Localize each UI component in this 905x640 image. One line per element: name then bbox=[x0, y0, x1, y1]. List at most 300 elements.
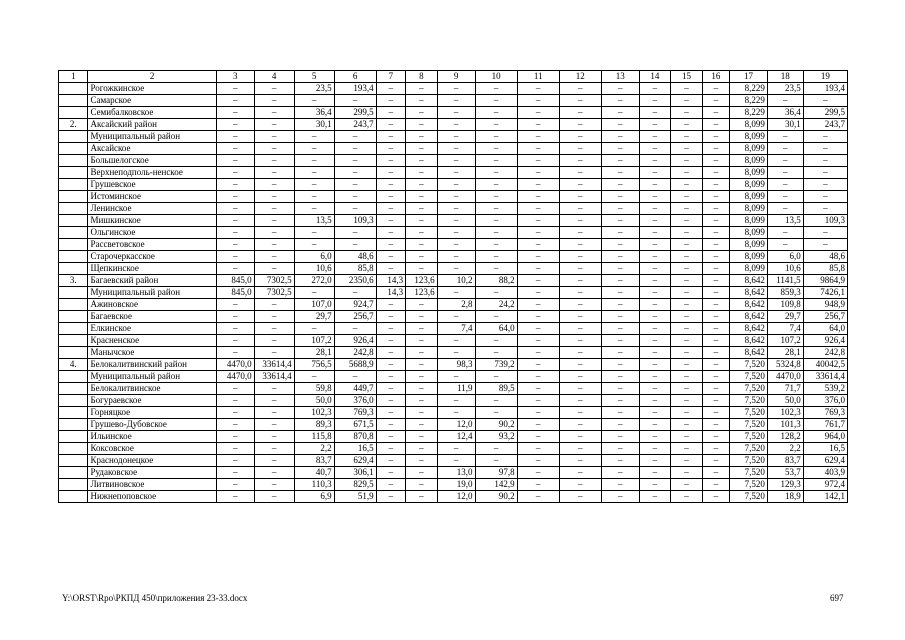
value-cell: – bbox=[475, 239, 517, 251]
value-cell: – bbox=[559, 131, 601, 143]
value-cell: – bbox=[334, 227, 376, 239]
value-cell: – bbox=[601, 95, 639, 107]
value-cell: – bbox=[475, 407, 517, 419]
value-cell: 142,9 bbox=[475, 479, 517, 491]
value-cell: – bbox=[767, 143, 803, 155]
value-cell: – bbox=[376, 311, 405, 323]
value-cell: – bbox=[517, 263, 559, 275]
value-cell: – bbox=[254, 407, 294, 419]
value-cell: – bbox=[702, 299, 729, 311]
municipality-name-cell: Ильинское bbox=[88, 431, 216, 443]
value-cell: – bbox=[601, 299, 639, 311]
value-cell: – bbox=[437, 215, 475, 227]
value-cell: – bbox=[406, 167, 438, 179]
municipality-name-cell: Щепкинское bbox=[88, 263, 216, 275]
value-cell: 972,4 bbox=[803, 479, 847, 491]
value-cell: – bbox=[671, 455, 703, 467]
value-cell: – bbox=[437, 455, 475, 467]
value-cell: – bbox=[216, 347, 254, 359]
value-cell: – bbox=[601, 359, 639, 371]
header-cell: 3 bbox=[216, 71, 254, 83]
value-cell: – bbox=[559, 203, 601, 215]
value-cell: 4470,0 bbox=[216, 371, 254, 383]
value-cell: – bbox=[671, 179, 703, 191]
value-cell: – bbox=[671, 395, 703, 407]
value-cell: – bbox=[559, 95, 601, 107]
value-cell: 8,099 bbox=[730, 227, 768, 239]
header-cell: 14 bbox=[639, 71, 671, 83]
row-number-cell bbox=[59, 491, 88, 503]
value-cell: – bbox=[601, 455, 639, 467]
value-cell: – bbox=[671, 491, 703, 503]
value-cell: 829,5 bbox=[334, 479, 376, 491]
value-cell: 142,1 bbox=[803, 491, 847, 503]
table-row bbox=[59, 467, 848, 479]
value-cell: – bbox=[517, 491, 559, 503]
table-row bbox=[59, 227, 848, 239]
value-cell: – bbox=[702, 311, 729, 323]
table-row bbox=[59, 287, 848, 299]
value-cell: – bbox=[254, 131, 294, 143]
municipality-name-cell: Верхнеподполь-ненское bbox=[88, 167, 216, 179]
value-cell: – bbox=[671, 419, 703, 431]
value-cell: – bbox=[639, 407, 671, 419]
table-row bbox=[59, 311, 848, 323]
value-cell: – bbox=[517, 347, 559, 359]
value-cell: 924,7 bbox=[334, 299, 376, 311]
value-cell: – bbox=[803, 239, 847, 251]
value-cell: – bbox=[475, 131, 517, 143]
municipality-name-cell: Багаевский район bbox=[88, 275, 216, 287]
value-cell: – bbox=[406, 131, 438, 143]
row-number-cell bbox=[59, 407, 88, 419]
value-cell: – bbox=[702, 143, 729, 155]
value-cell: 926,4 bbox=[334, 335, 376, 347]
value-cell: – bbox=[671, 155, 703, 167]
value-cell: – bbox=[517, 251, 559, 263]
value-cell: 11,9 bbox=[437, 383, 475, 395]
value-cell: – bbox=[517, 179, 559, 191]
value-cell: – bbox=[601, 179, 639, 191]
value-cell: – bbox=[376, 251, 405, 263]
value-cell: – bbox=[559, 119, 601, 131]
value-cell: – bbox=[639, 239, 671, 251]
value-cell: – bbox=[216, 335, 254, 347]
value-cell: – bbox=[254, 167, 294, 179]
value-cell: – bbox=[517, 299, 559, 311]
value-cell: 64,0 bbox=[475, 323, 517, 335]
value-cell: – bbox=[334, 131, 376, 143]
value-cell: – bbox=[376, 95, 405, 107]
value-cell: – bbox=[437, 83, 475, 95]
value-cell: – bbox=[639, 431, 671, 443]
value-cell: – bbox=[559, 251, 601, 263]
value-cell: – bbox=[475, 119, 517, 131]
value-cell: – bbox=[559, 383, 601, 395]
value-cell: – bbox=[216, 419, 254, 431]
value-cell: 10,6 bbox=[294, 263, 334, 275]
value-cell: – bbox=[601, 275, 639, 287]
value-cell: 756,5 bbox=[294, 359, 334, 371]
value-cell: – bbox=[254, 191, 294, 203]
value-cell: – bbox=[702, 203, 729, 215]
value-cell: – bbox=[517, 467, 559, 479]
value-cell: – bbox=[254, 455, 294, 467]
value-cell: – bbox=[639, 467, 671, 479]
value-cell: 870,8 bbox=[334, 431, 376, 443]
value-cell: – bbox=[437, 263, 475, 275]
value-cell: – bbox=[639, 455, 671, 467]
value-cell: – bbox=[216, 191, 254, 203]
value-cell: – bbox=[702, 479, 729, 491]
row-number-cell bbox=[59, 227, 88, 239]
value-cell: – bbox=[671, 311, 703, 323]
value-cell: – bbox=[437, 371, 475, 383]
table-body bbox=[59, 83, 848, 503]
value-cell: 256,7 bbox=[803, 311, 847, 323]
table-row bbox=[59, 155, 848, 167]
value-cell: – bbox=[559, 167, 601, 179]
value-cell: – bbox=[376, 383, 405, 395]
value-cell: – bbox=[517, 383, 559, 395]
value-cell: 109,3 bbox=[334, 215, 376, 227]
value-cell: 256,7 bbox=[334, 311, 376, 323]
value-cell: – bbox=[517, 119, 559, 131]
value-cell: – bbox=[376, 239, 405, 251]
value-cell: 739,2 bbox=[475, 359, 517, 371]
header-cell: 15 bbox=[671, 71, 703, 83]
value-cell: – bbox=[559, 191, 601, 203]
table-row bbox=[59, 215, 848, 227]
value-cell: 306,1 bbox=[334, 467, 376, 479]
value-cell: – bbox=[639, 143, 671, 155]
value-cell: – bbox=[376, 167, 405, 179]
value-cell: 272,0 bbox=[294, 275, 334, 287]
value-cell: 2,2 bbox=[294, 443, 334, 455]
value-cell: – bbox=[216, 179, 254, 191]
value-cell: – bbox=[406, 155, 438, 167]
value-cell: – bbox=[376, 455, 405, 467]
municipality-name-cell: Белокалитвинский район bbox=[88, 359, 216, 371]
header-cell: 16 bbox=[702, 71, 729, 83]
value-cell: – bbox=[254, 467, 294, 479]
value-cell: – bbox=[475, 83, 517, 95]
header-cell: 7 bbox=[376, 71, 405, 83]
header-cell: 8 bbox=[406, 71, 438, 83]
value-cell: – bbox=[406, 467, 438, 479]
municipality-name-cell: Грушевское bbox=[88, 179, 216, 191]
value-cell: – bbox=[671, 119, 703, 131]
value-cell: – bbox=[559, 347, 601, 359]
row-number-cell bbox=[59, 383, 88, 395]
value-cell: – bbox=[216, 83, 254, 95]
value-cell: – bbox=[601, 251, 639, 263]
value-cell: – bbox=[437, 407, 475, 419]
value-cell: – bbox=[671, 131, 703, 143]
value-cell: – bbox=[334, 371, 376, 383]
table-row bbox=[59, 191, 848, 203]
value-cell: – bbox=[437, 251, 475, 263]
value-cell: – bbox=[671, 227, 703, 239]
row-number-cell bbox=[59, 131, 88, 143]
value-cell: – bbox=[406, 263, 438, 275]
value-cell: – bbox=[216, 107, 254, 119]
value-cell: – bbox=[671, 407, 703, 419]
value-cell: – bbox=[334, 191, 376, 203]
value-cell: – bbox=[406, 407, 438, 419]
value-cell: 24,2 bbox=[475, 299, 517, 311]
value-cell: – bbox=[639, 191, 671, 203]
value-cell: – bbox=[254, 479, 294, 491]
value-cell: – bbox=[702, 323, 729, 335]
value-cell: – bbox=[601, 239, 639, 251]
value-cell: – bbox=[406, 179, 438, 191]
table-row bbox=[59, 335, 848, 347]
value-cell: 859,3 bbox=[767, 287, 803, 299]
value-cell: – bbox=[334, 155, 376, 167]
value-cell: – bbox=[517, 371, 559, 383]
value-cell: – bbox=[803, 131, 847, 143]
value-cell: – bbox=[437, 347, 475, 359]
table-row bbox=[59, 419, 848, 431]
value-cell: 8,229 bbox=[730, 95, 768, 107]
value-cell: 33614,4 bbox=[254, 371, 294, 383]
value-cell: – bbox=[702, 383, 729, 395]
value-cell: – bbox=[639, 491, 671, 503]
value-cell: – bbox=[517, 335, 559, 347]
value-cell: – bbox=[702, 455, 729, 467]
row-number-cell bbox=[59, 179, 88, 191]
value-cell: – bbox=[406, 371, 438, 383]
value-cell: – bbox=[671, 215, 703, 227]
value-cell: – bbox=[254, 443, 294, 455]
value-cell: – bbox=[376, 191, 405, 203]
table-row bbox=[59, 347, 848, 359]
value-cell: 30,1 bbox=[767, 119, 803, 131]
value-cell: – bbox=[559, 155, 601, 167]
table-row bbox=[59, 131, 848, 143]
table-row bbox=[59, 299, 848, 311]
value-cell: 8,642 bbox=[730, 275, 768, 287]
value-cell: 40042,5 bbox=[803, 359, 847, 371]
value-cell: 671,5 bbox=[334, 419, 376, 431]
value-cell: – bbox=[803, 179, 847, 191]
value-cell: – bbox=[437, 239, 475, 251]
value-cell: – bbox=[406, 191, 438, 203]
value-cell: – bbox=[702, 407, 729, 419]
value-cell: – bbox=[376, 143, 405, 155]
municipality-name-cell: Багаевское bbox=[88, 311, 216, 323]
value-cell: 926,4 bbox=[803, 335, 847, 347]
value-cell: – bbox=[702, 491, 729, 503]
value-cell: 93,2 bbox=[475, 431, 517, 443]
value-cell: – bbox=[767, 179, 803, 191]
row-number-cell bbox=[59, 419, 88, 431]
value-cell: – bbox=[216, 431, 254, 443]
value-cell: – bbox=[702, 95, 729, 107]
value-cell: 7,520 bbox=[730, 371, 768, 383]
value-cell: – bbox=[767, 155, 803, 167]
table-row bbox=[59, 491, 848, 503]
value-cell: – bbox=[702, 335, 729, 347]
value-cell: – bbox=[406, 143, 438, 155]
value-cell: – bbox=[254, 215, 294, 227]
row-number-cell bbox=[59, 395, 88, 407]
header-cell: 2 bbox=[88, 71, 216, 83]
value-cell: – bbox=[702, 371, 729, 383]
value-cell: 449,7 bbox=[334, 383, 376, 395]
value-cell: – bbox=[334, 287, 376, 299]
value-cell: 12,0 bbox=[437, 491, 475, 503]
value-cell: – bbox=[475, 371, 517, 383]
value-cell: 2,2 bbox=[767, 443, 803, 455]
value-cell: 8,099 bbox=[730, 143, 768, 155]
value-cell: 107,2 bbox=[294, 335, 334, 347]
value-cell: 33614,4 bbox=[254, 359, 294, 371]
value-cell: – bbox=[639, 311, 671, 323]
value-cell: 5324,8 bbox=[767, 359, 803, 371]
value-cell: – bbox=[639, 479, 671, 491]
value-cell: – bbox=[803, 95, 847, 107]
value-cell: – bbox=[254, 491, 294, 503]
value-cell: – bbox=[406, 299, 438, 311]
value-cell: 8,642 bbox=[730, 323, 768, 335]
value-cell: – bbox=[601, 395, 639, 407]
value-cell: – bbox=[639, 287, 671, 299]
value-cell: – bbox=[475, 443, 517, 455]
value-cell: – bbox=[639, 371, 671, 383]
value-cell: – bbox=[475, 179, 517, 191]
row-number-cell bbox=[59, 191, 88, 203]
value-cell: – bbox=[216, 311, 254, 323]
value-cell: – bbox=[702, 215, 729, 227]
value-cell: 7426,1 bbox=[803, 287, 847, 299]
value-cell: – bbox=[437, 143, 475, 155]
value-cell: 40,7 bbox=[294, 467, 334, 479]
value-cell: – bbox=[767, 131, 803, 143]
value-cell: 90,2 bbox=[475, 491, 517, 503]
value-cell: 13,0 bbox=[437, 467, 475, 479]
municipality-name-cell: Рогожкинское bbox=[88, 83, 216, 95]
value-cell: 299,5 bbox=[334, 107, 376, 119]
value-cell: 845,0 bbox=[216, 275, 254, 287]
header-cell: 6 bbox=[334, 71, 376, 83]
value-cell: – bbox=[376, 179, 405, 191]
value-cell: – bbox=[767, 239, 803, 251]
value-cell: 48,6 bbox=[334, 251, 376, 263]
value-cell: 964,0 bbox=[803, 431, 847, 443]
value-cell: 761,7 bbox=[803, 419, 847, 431]
value-cell: 8,099 bbox=[730, 167, 768, 179]
header-cell: 12 bbox=[559, 71, 601, 83]
value-cell: – bbox=[406, 119, 438, 131]
value-cell: 8,099 bbox=[730, 263, 768, 275]
row-number-cell bbox=[59, 467, 88, 479]
value-cell: – bbox=[517, 107, 559, 119]
value-cell: 8,642 bbox=[730, 311, 768, 323]
value-cell: – bbox=[254, 335, 294, 347]
value-cell: – bbox=[639, 167, 671, 179]
value-cell: – bbox=[437, 395, 475, 407]
value-cell: 8,642 bbox=[730, 287, 768, 299]
value-cell: – bbox=[702, 467, 729, 479]
value-cell: – bbox=[376, 299, 405, 311]
value-cell: – bbox=[376, 467, 405, 479]
value-cell: 299,5 bbox=[803, 107, 847, 119]
value-cell: 18,9 bbox=[767, 491, 803, 503]
value-cell: – bbox=[601, 191, 639, 203]
value-cell: – bbox=[517, 143, 559, 155]
value-cell: – bbox=[294, 179, 334, 191]
municipality-name-cell: Самарское bbox=[88, 95, 216, 107]
value-cell: – bbox=[254, 263, 294, 275]
value-cell: – bbox=[601, 323, 639, 335]
value-cell: – bbox=[601, 215, 639, 227]
value-cell: – bbox=[334, 323, 376, 335]
value-cell: – bbox=[254, 143, 294, 155]
value-cell: 102,3 bbox=[294, 407, 334, 419]
value-cell: – bbox=[639, 131, 671, 143]
value-cell: – bbox=[601, 227, 639, 239]
value-cell: – bbox=[671, 203, 703, 215]
value-cell: 50,0 bbox=[767, 395, 803, 407]
value-cell: 88,2 bbox=[475, 275, 517, 287]
value-cell: 59,8 bbox=[294, 383, 334, 395]
value-cell: – bbox=[437, 95, 475, 107]
value-cell: 7,520 bbox=[730, 467, 768, 479]
data-table bbox=[58, 70, 848, 503]
row-number-cell bbox=[59, 107, 88, 119]
value-cell: – bbox=[702, 227, 729, 239]
value-cell: 53,7 bbox=[767, 467, 803, 479]
value-cell: – bbox=[559, 287, 601, 299]
value-cell: – bbox=[216, 479, 254, 491]
value-cell: 7302,5 bbox=[254, 287, 294, 299]
value-cell: – bbox=[216, 239, 254, 251]
value-cell: – bbox=[254, 431, 294, 443]
value-cell: – bbox=[559, 479, 601, 491]
row-number-cell bbox=[59, 455, 88, 467]
value-cell: 6,0 bbox=[767, 251, 803, 263]
value-cell: – bbox=[517, 311, 559, 323]
value-cell: – bbox=[517, 275, 559, 287]
value-cell: – bbox=[475, 191, 517, 203]
value-cell: – bbox=[517, 227, 559, 239]
value-cell: – bbox=[254, 347, 294, 359]
municipality-name-cell: Горняцкое bbox=[88, 407, 216, 419]
value-cell: – bbox=[671, 143, 703, 155]
value-cell: – bbox=[803, 167, 847, 179]
value-cell: 23,5 bbox=[767, 83, 803, 95]
value-cell: – bbox=[406, 383, 438, 395]
value-cell: – bbox=[254, 383, 294, 395]
row-number-cell bbox=[59, 83, 88, 95]
value-cell: – bbox=[254, 227, 294, 239]
value-cell: 16,5 bbox=[803, 443, 847, 455]
value-cell: – bbox=[376, 491, 405, 503]
value-cell: – bbox=[639, 215, 671, 227]
municipality-name-cell: Нижнепоповское bbox=[88, 491, 216, 503]
row-number-cell bbox=[59, 443, 88, 455]
value-cell: – bbox=[294, 131, 334, 143]
value-cell: – bbox=[334, 143, 376, 155]
value-cell: – bbox=[517, 431, 559, 443]
table-row bbox=[59, 395, 848, 407]
value-cell: – bbox=[702, 287, 729, 299]
value-cell: – bbox=[334, 95, 376, 107]
value-cell: – bbox=[517, 83, 559, 95]
value-cell: 376,0 bbox=[803, 395, 847, 407]
